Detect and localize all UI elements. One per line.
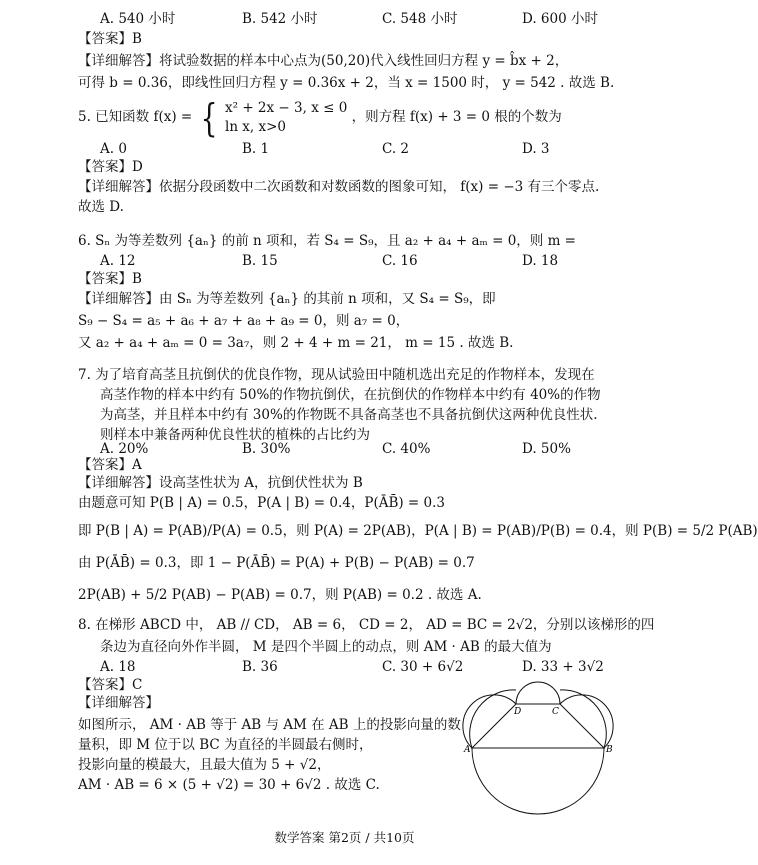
q4-detail-line-2: 可得 b = 0.36，即线性回归方程 y = 0.36x + 2，当 x = 1500 时， y = 542 . 故选 B. [78, 75, 615, 91]
q7-stem-line-4: 则样本中兼备两种优良性状的植株的占比约为 [100, 427, 370, 443]
q7-stem-line-2: 高茎作物的样本中约有 50%的作物抗倒伏，在抗倒伏的作物样本中约有 40%的作物 [100, 387, 601, 403]
q5-option-d: D. 3 [522, 141, 550, 157]
q7-answer: 【答案】A [78, 457, 142, 473]
q8-detail-head: 【详细解答】 [78, 695, 159, 711]
q6-option-b: B. 15 [242, 253, 278, 269]
piecewise-brace: { [200, 95, 218, 140]
q4-option-d: D. 600 小时 [522, 11, 598, 27]
q7-option-d: D. 50% [522, 441, 571, 457]
trapezoid-semicircles-figure [456, 680, 618, 820]
label-b: B [606, 745, 613, 755]
q8-stem-line-1: 8. 在梯形 ABCD 中， AB // CD， AB = 6， CD = 2， AD = BC = 2√2，分别以该梯形的四 [78, 617, 655, 633]
trapezoid-abcd [472, 704, 604, 748]
semicircle-ad [463, 695, 516, 748]
q6-option-c: C. 16 [382, 253, 418, 269]
q8-answer: 【答案】C [78, 677, 143, 693]
q7-option-c: C. 40% [382, 441, 431, 457]
q7-detail-line-1: 【详细解答】设高茎性状为 A，抗倒伏性状为 B [78, 475, 363, 491]
q4-option-b: B. 542 小时 [242, 11, 318, 27]
q5-prefix: 5. 已知函数 f(x) = [78, 109, 193, 125]
q5-detail-line-1: 【详细解答】依据分段函数中二次函数和对数函数的图象可知， f(x) = −3 有三个零点. [78, 179, 600, 195]
semicircle-cd [516, 682, 560, 704]
q5-answer: 【答案】D [78, 159, 143, 175]
q8-option-a: A. 18 [100, 659, 136, 675]
q5-case-2: ln x, x>0 [225, 118, 287, 135]
q8-option-b: B. 36 [242, 659, 278, 675]
q8-stem-line-2: 条边为直径向外作半圆， M 是四个半圆上的动点，则 AM · AB 的最大值为 [100, 639, 552, 655]
q7-detail-line-2: 由题意可知 P(B | A) = 0.5，P(A | B) = 0.4，P(ĀB̄) = 0.3 [78, 495, 446, 511]
q4-detail-line-1: 【详细解答】将试验数据的样本中心点为(50,20)代入线性回归方程 y = b̂x + 2， [78, 53, 569, 69]
semicircle-bc [560, 695, 613, 748]
q8-detail-line-4: AM · AB = 6 × (5 + √2) = 30 + 6√2 . 故选 C. [78, 777, 380, 793]
q7-stem-line-3: 为高茎，并且样本中约有 30%的作物既不具备高茎也不具备抗倒伏这两种优良性状. [100, 407, 598, 423]
q5-option-c: C. 2 [382, 141, 410, 157]
q5-option-a: A. 0 [100, 141, 127, 157]
page-footer: 数学答案 第2页 / 共10页 [274, 830, 415, 845]
q4-option-c: C. 548 小时 [382, 11, 458, 27]
q6-stem: 6. Sₙ 为等差数列 {aₙ} 的前 n 项和，若 S₄ = S₉，且 a₂ + a₄ + aₘ = 0，则 m = [78, 233, 576, 249]
q7-detail-line-4: 由 P(ĀB̄) = 0.3，即 1 − P(ĀB̄) = P(A) + P(B) − P(AB) = 0.7 [78, 555, 475, 571]
q5-detail-line-2: 故选 D. [78, 199, 124, 215]
q5-option-b: B. 1 [242, 141, 270, 157]
q6-detail-line-2: S₉ − S₄ = a₅ + a₆ + a₇ + a₈ + a₉ = 0，则 a₇ = 0， [78, 313, 410, 329]
q6-answer: 【答案】B [78, 271, 142, 287]
label-d: D [514, 707, 522, 717]
q7-option-b: B. 30% [242, 441, 291, 457]
q7-detail-line-5: 2P(AB) + 5/2 P(AB) − P(AB) = 0.7，则 P(AB) = 0.2 . 故选 A. [78, 587, 482, 603]
q4-answer: 【答案】B [78, 31, 142, 47]
q8-option-c: C. 30 + 6√2 [382, 659, 464, 675]
q8-option-d: D. 33 + 3√2 [522, 659, 604, 675]
q6-detail-line-1: 【详细解答】由 Sₙ 为等差数列 {aₙ} 的其前 n 项和，又 S₄ = S₉，即 [78, 291, 496, 307]
q8-detail-line-1: 如图所示， AM · AB 等于 AB 与 AM 在 AB 上的投影向量的数 [78, 717, 461, 733]
q6-detail-line-3: 又 a₂ + a₄ + aₘ = 0 = 3a₇，则 2 + 4 + m = 21， m = 15 . 故选 B. [78, 335, 514, 351]
q4-option-a: A. 540 小时 [100, 11, 176, 27]
q7-option-a: A. 20% [100, 441, 149, 457]
piecewise-cases [225, 99, 347, 137]
q5-stem [78, 95, 562, 140]
label-c: C [552, 707, 559, 717]
q8-detail-line-2: 量积，即 M 位于以 BC 为直径的半圆最右侧时， [78, 737, 373, 753]
semicircle-ab [472, 748, 604, 814]
label-a: A [464, 745, 471, 755]
q5-suffix: ，则方程 f(x) + 3 = 0 根的个数为 [351, 109, 562, 125]
q7-stem-line-1: 7. 为了培育高茎且抗倒伏的优良作物，现从试验田中随机选出充足的作物样本，发现在 [78, 367, 595, 383]
q5-case-1: x² + 2x − 3, x ≤ 0 [225, 99, 348, 116]
q6-option-a: A. 12 [100, 253, 136, 269]
q6-option-d: D. 18 [522, 253, 559, 269]
q7-detail-line-3: 即 P(B | A) = P(AB)/P(A) = 0.5，则 P(A) = 2P(AB)，P(A | B) = P(AB)/P(B) = 0.4，则 P(B) = 5/2 P(AB) [78, 523, 758, 539]
q8-detail-line-3: 投影向量的模最大，且最大值为 5 + √2， [78, 757, 331, 773]
